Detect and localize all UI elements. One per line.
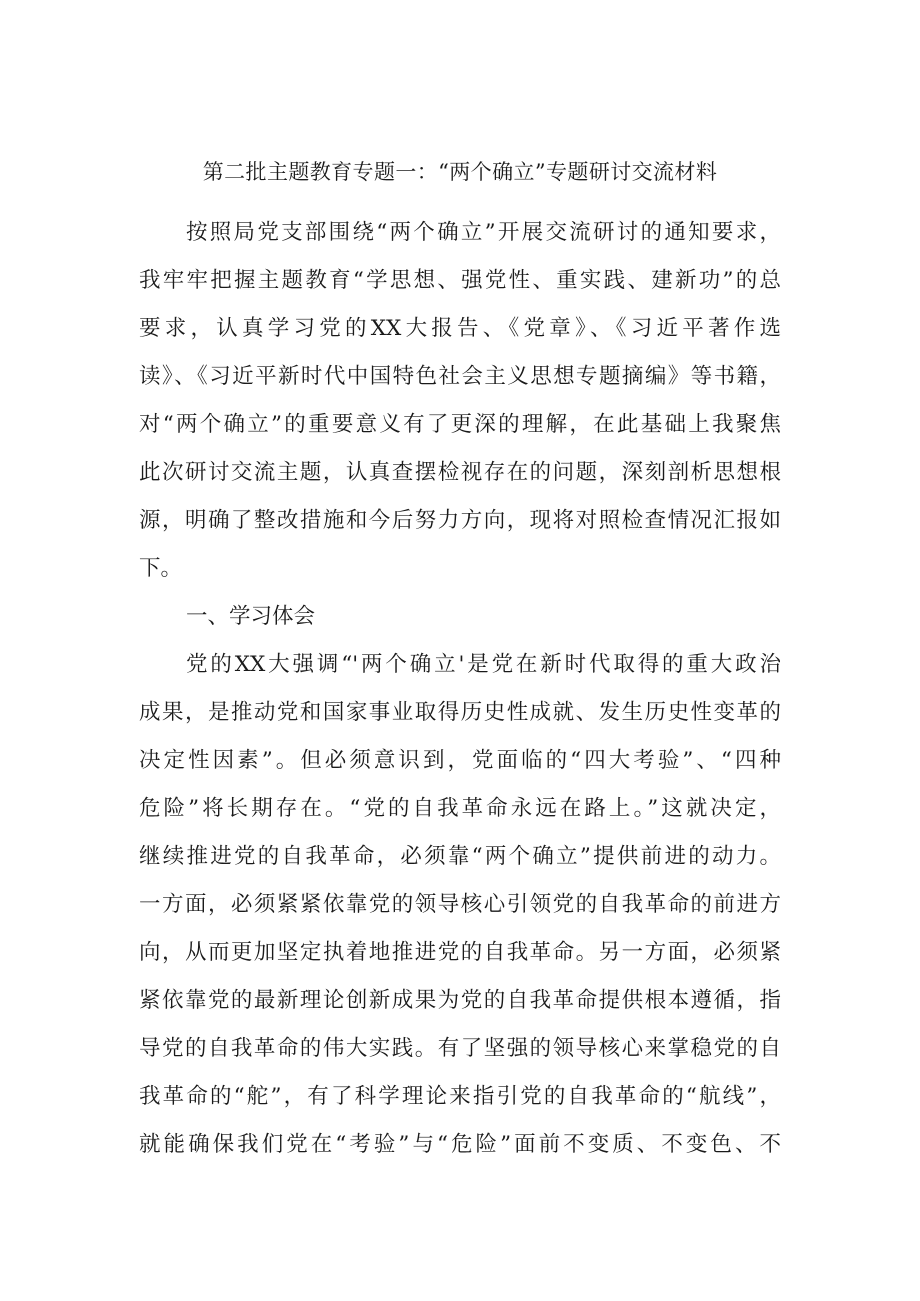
section-line-8: 紧依靠党的最新理论创新成果为党的自我革命提供根本遵循，指 (139, 988, 781, 1013)
section-line-11: 就能确保我们党在“考验”与“危险”面前不变质、不变色、不 (139, 1132, 781, 1157)
intro-line-5: 对“两个确立”的重要意义有了更深的理解，在此基础上我聚焦 (139, 412, 781, 437)
intro-line-1: 按照局党支部围绕“两个确立”开展交流研讨的通知要求， (186, 220, 781, 245)
section-line-10: 我革命的“舵”，有了科学理论来指引党的自我革命的“航线”， (139, 1084, 781, 1109)
document-title: 第二批主题教育专题一：“两个确立”专题研讨交流材料 (202, 160, 718, 184)
section-line-6: 一方面，必须紧紧依靠党的领导核心引领党的自我革命的前进方 (139, 892, 781, 917)
section-line-5: 继续推进党的自我革命，必须靠“两个确立”提供前进的动力。 (139, 844, 781, 869)
section-line-2: 成果，是推动党和国家事业取得历史性成就、发生历史性变革的 (139, 700, 781, 725)
intro-line-4: 读》、《习近平新时代中国特色社会主义思想专题摘编》等书籍， (139, 364, 781, 389)
section-heading: 一、学习体会 (186, 604, 316, 629)
intro-line-6: 此次研讨交流主题，认真查摆检视存在的问题，深刻剖析思想根 (139, 460, 781, 485)
intro-line-3: 要求，认真学习党的XX大报告、《党章》、《习近平著作选 (139, 316, 781, 341)
section-line-4: 危险”将长期存在。“党的自我革命永远在路上。”这就决定， (139, 796, 781, 821)
section-line-7: 向，从而更加坚定执着地推进党的自我革命。另一方面，必须紧 (139, 940, 781, 965)
section-line-9: 导党的自我革命的伟大实践。有了坚强的领导核心来掌稳党的自 (139, 1036, 781, 1061)
intro-line-8: 下。 (139, 556, 183, 581)
section-line-3: 决定性因素”。但必须意识到，党面临的“四大考验”、“四种 (139, 748, 781, 773)
intro-line-2: 我牢牢把握主题教育“学思想、强党性、重实践、建新功”的总 (139, 268, 781, 293)
intro-line-7: 源，明确了整改措施和今后努力方向，现将对照检查情况汇报如 (139, 508, 781, 533)
section-line-1: 党的XX大强调“'两个确立'是党在新时代取得的重大政治 (186, 652, 781, 677)
